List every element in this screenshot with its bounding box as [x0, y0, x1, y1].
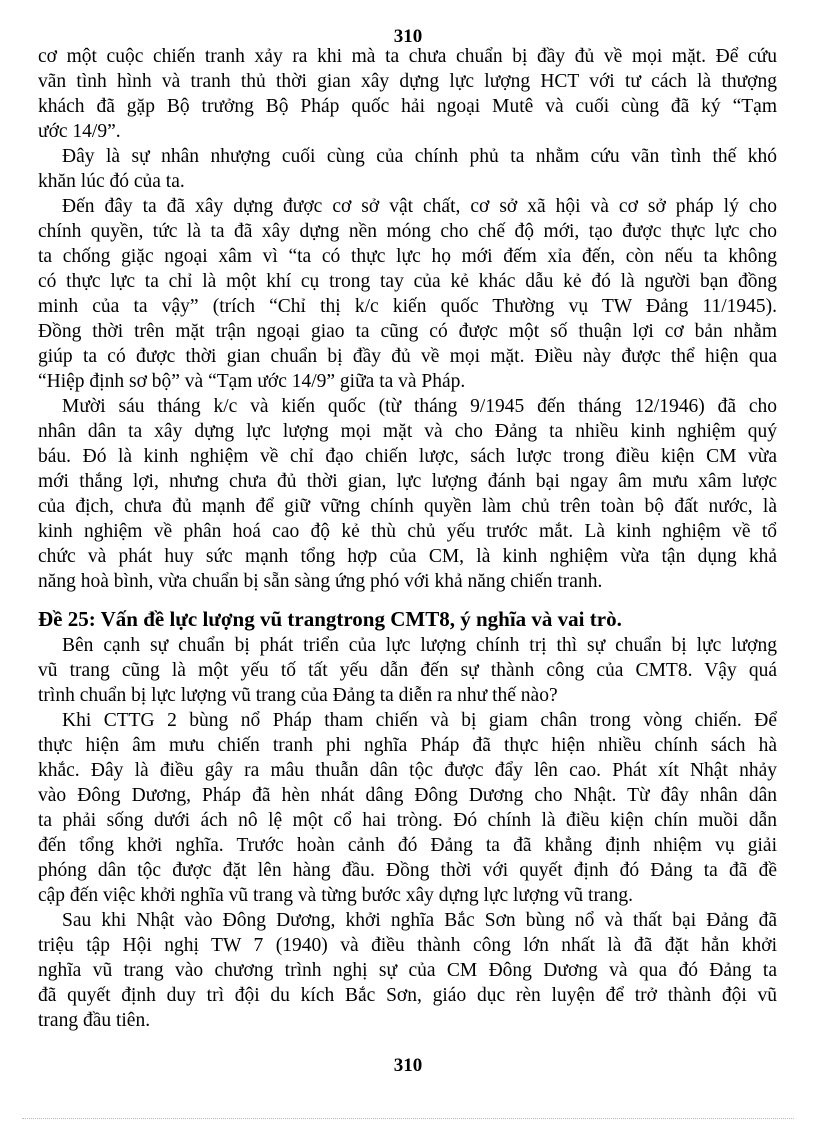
paragraph — [38, 708, 777, 908]
section-heading: Đề 25: Vấn đề lực lượng vũ trangtrong CMT8, ý nghĩa và vai trò. — [38, 607, 622, 631]
text-line: kinh nghiệm về phân hoá cao độ kẻ thù chủ yếu trước mắt. Là kinh nghiệm về tổ — [38, 521, 777, 542]
text-line: ta chống giặc ngoại xâm vì “ta có thực lực họ mới đếm xỉa đến, còn nếu ta không — [38, 246, 777, 267]
text-line: Đến đây ta đã xây dựng được cơ sở vật chất, cơ sở xã hội và cơ sở pháp lý cho — [62, 196, 777, 217]
text-line: vào Đông Dương, Pháp đã hèn nhát dâng Đông Dương cho Nhật. Từ đây nhân dân — [38, 785, 777, 806]
text-line: năng hoà bình, vừa chuẩn bị sẵn sàng ứng phó với khả năng chiến tranh. — [38, 571, 603, 592]
text-line: Khi CTTG 2 bùng nổ Pháp tham chiến và bị giam chân trong vòng chiến. Để — [62, 710, 777, 731]
text-line: triệu tập Hội nghị TW 7 (1940) và điều thành công lớn nhất là đã đặt hẳn khởi — [38, 935, 777, 956]
section-before — [38, 44, 777, 594]
paragraph — [38, 394, 777, 594]
text-line: Bên cạnh sự chuẩn bị phát triển của lực lượng chính trị thì sự chuẩn bị lực lượng — [62, 635, 777, 656]
page-number-top: 310 — [393, 26, 423, 47]
document-body — [38, 44, 777, 1033]
paragraph — [38, 908, 777, 1033]
footer-divider — [22, 1118, 794, 1119]
text-line: khắc. Đây là điều gây ra mâu thuẫn dân tộc được đẩy lên cao. Phát xít Nhật nhảy — [38, 760, 777, 781]
text-line: đến tổng khởi nghĩa. Trước hoàn cảnh đó Đảng ta đã khẳng định nhiệm vụ giải — [38, 835, 777, 856]
text-line: giúp ta có được thời gian chuẩn bị đầy đủ về mọi mặt. Điều này được thể hiện qua — [38, 346, 777, 367]
text-line: nhân dân ta xây dựng lực lượng mọi mặt và cho Đảng ta nhiều kinh nghiệm quý — [38, 421, 777, 442]
text-line: cập đến việc khởi nghĩa vũ trang và từng bước xây dựng lực lượng vũ trang. — [38, 885, 633, 906]
text-line: đã quyết định duy trì đội du kích Bắc Sơn, giáo dục rèn luyện để trở thành đội vũ — [38, 985, 777, 1006]
text-line: Đồng thời trên mặt trận ngoại giao ta cũng có được một số thuận lợi cơ bản nhằm — [38, 321, 777, 342]
text-line: Mười sáu tháng k/c và kiến quốc (từ tháng 9/1945 đến tháng 12/1946) đã cho — [62, 396, 777, 417]
text-line: nghĩa vũ trang vào chương trình nghị sự của CM Đông Dương và qua đó Đảng ta — [38, 960, 777, 981]
text-line: thực hiện âm mưu chiến tranh phi nghĩa Pháp đã thực hiện nhiều chính sách hà — [38, 735, 777, 756]
text-line: cơ một cuộc chiến tranh xảy ra khi mà ta chưa chuẩn bị đầy đủ về mọi mặt. Để cứu — [38, 46, 777, 67]
text-line: ước 14/9”. — [38, 121, 121, 142]
text-line: trình chuẩn bị lực lượng vũ trang của Đảng ta diễn ra như thế nào? — [38, 685, 558, 706]
text-line: chính quyền, tức là ta đã xây dựng nền móng cho chế độ mới, tạo được thực lực cho — [38, 221, 777, 242]
text-line: báu. Đó là kinh nghiệm về chỉ đạo chiến lược, sách lược trong điều kiện CM vừa — [38, 446, 777, 467]
text-line: Sau khi Nhật vào Đông Dương, khởi nghĩa Bắc Sơn bùng nổ và thất bại Đảng đã — [62, 910, 777, 931]
text-line: “Hiệp định sơ bộ” và “Tạm ước 14/9” giữa ta và Pháp. — [38, 371, 466, 392]
text-line: minh của ta vậy” (trích “Chỉ thị k/c kiến quốc Thường vụ TW Đảng 11/1945). — [38, 296, 777, 317]
text-line: của địch, chưa đủ mạnh để giữ vững chính quyền làm chủ trên toàn bộ đất nước, là — [38, 496, 777, 517]
text-line: khách đã gặp Bộ trưởng Bộ Pháp quốc hải ngoại Mutê và cuối cùng đã ký “Tạm — [38, 96, 777, 117]
section-after — [38, 633, 777, 1033]
paragraph — [38, 633, 777, 708]
text-line: có thực lực ta chỉ là một khí cụ trong tay của kẻ khác dẫu kẻ đó là người bạn đồng — [38, 271, 777, 292]
text-line: vãn tình hình và tranh thủ thời gian xây dựng lực lượng HCT với tư cách là thượng — [38, 71, 777, 92]
text-line: trang đầu tiên. — [38, 1010, 151, 1031]
paragraph — [38, 144, 777, 194]
text-line: ta phải sống dưới ách nô lệ một cổ hai tròng. Đó chính là điều kiện chín muồi dẫn — [38, 810, 777, 831]
text-line: chức và phát huy sức mạnh tổng hợp của CM, là kinh nghiệm vừa tận dụng khả — [38, 546, 777, 567]
text-line: Đây là sự nhân nhượng cuối cùng của chính phủ ta nhằm cứu vãn tình thế khó — [62, 146, 777, 167]
paragraph — [38, 194, 777, 394]
text-line: vũ trang cũng là một yếu tố tất yếu dẫn đến sự thành công của CMT8. Vậy quá — [38, 660, 777, 681]
paragraph — [38, 44, 777, 144]
text-line: khăn lúc đó của ta. — [38, 171, 185, 192]
page-number-bottom: 310 — [393, 1055, 423, 1076]
text-line: mới thắng lợi, nhưng chưa đủ thời gian, lực lượng đánh bại ngay âm mưu xâm lược — [38, 471, 777, 492]
text-line: phóng dân tộc được đặt lên hàng đầu. Đồng thời với quyết định đó Đảng ta đã đề — [38, 860, 777, 881]
